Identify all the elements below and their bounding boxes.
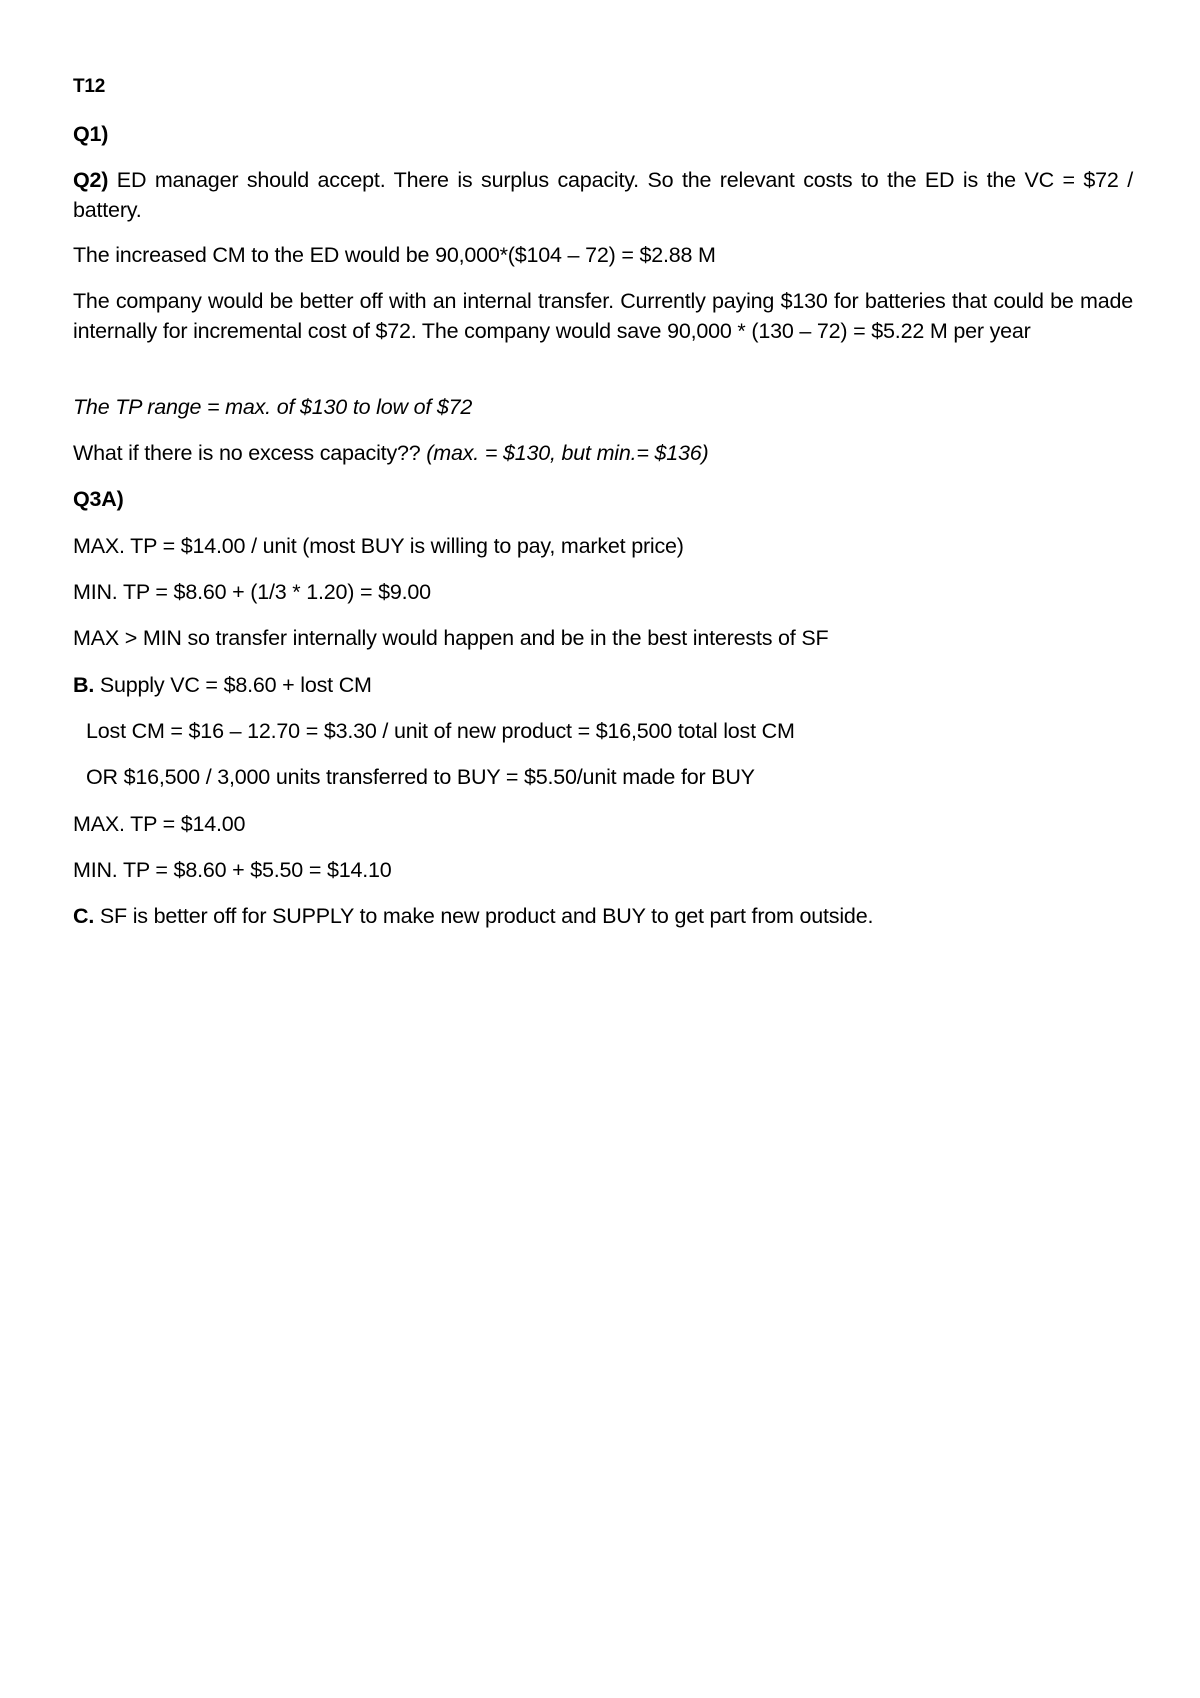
q3a-max-tp: MAX. TP = $14.00 / unit (most BUY is willing to pay, market price)	[73, 534, 684, 558]
q3b-label: B.	[73, 673, 95, 697]
q2-paragraph-2: The increased CM to the ED would be 90,000*($104 – 72) = $2.88 M	[73, 243, 716, 267]
q3b-paragraph-1	[73, 670, 1133, 700]
q3b-min-tp: MIN. TP = $8.60 + $5.50 = $14.10	[73, 858, 392, 882]
q2-paragraph-3: The company would be better off with an internal transfer. Currently paying $130 for batteries that could be made internally for incremental cost of $72. The company would save 90,000 * (130 – 72) = $5.22 M per year	[73, 289, 1133, 343]
q2-tp-range: The TP range = max. of $130 to low of $72	[73, 395, 473, 419]
doc-title: T12	[73, 76, 106, 97]
q2-paragraph-5	[73, 438, 1133, 468]
q3c-text: SF is better off for SUPPLY to make new product and BUY to get part from outside.	[94, 904, 874, 928]
q3c-paragraph	[73, 901, 1133, 931]
q2-label: Q2)	[73, 168, 109, 192]
q3c-label: C.	[73, 904, 95, 928]
q3a-label: Q3A)	[73, 487, 124, 511]
q1-label: Q1)	[73, 122, 109, 146]
q3b-max-tp: MAX. TP = $14.00	[73, 812, 246, 836]
q3b-per-unit: OR $16,500 / 3,000 units transferred to BUY = $5.50/unit made for BUY	[86, 765, 755, 789]
q3b-lost-cm: Lost CM = $16 – 12.70 = $3.30 / unit of new product = $16,500 total lost CM	[86, 719, 795, 743]
q3a-min-tp: MIN. TP = $8.60 + (1/3 * 1.20) = $9.00	[73, 580, 431, 604]
q3a-conclusion: MAX > MIN so transfer internally would happen and be in the best interests of SF	[73, 626, 829, 650]
q2-paragraph-1	[73, 165, 1133, 225]
q2-no-capacity-text: What if there is no excess capacity??	[73, 441, 427, 465]
q3b-supply-vc: Supply VC = $8.60 + lost CM	[94, 673, 372, 697]
q2-text-1: ED manager should accept. There is surplus capacity. So the relevant costs to the ED is the VC = $72 / battery.	[73, 168, 1133, 222]
q2-no-capacity-range: (max. = $130, but min.= $136)	[426, 441, 709, 465]
